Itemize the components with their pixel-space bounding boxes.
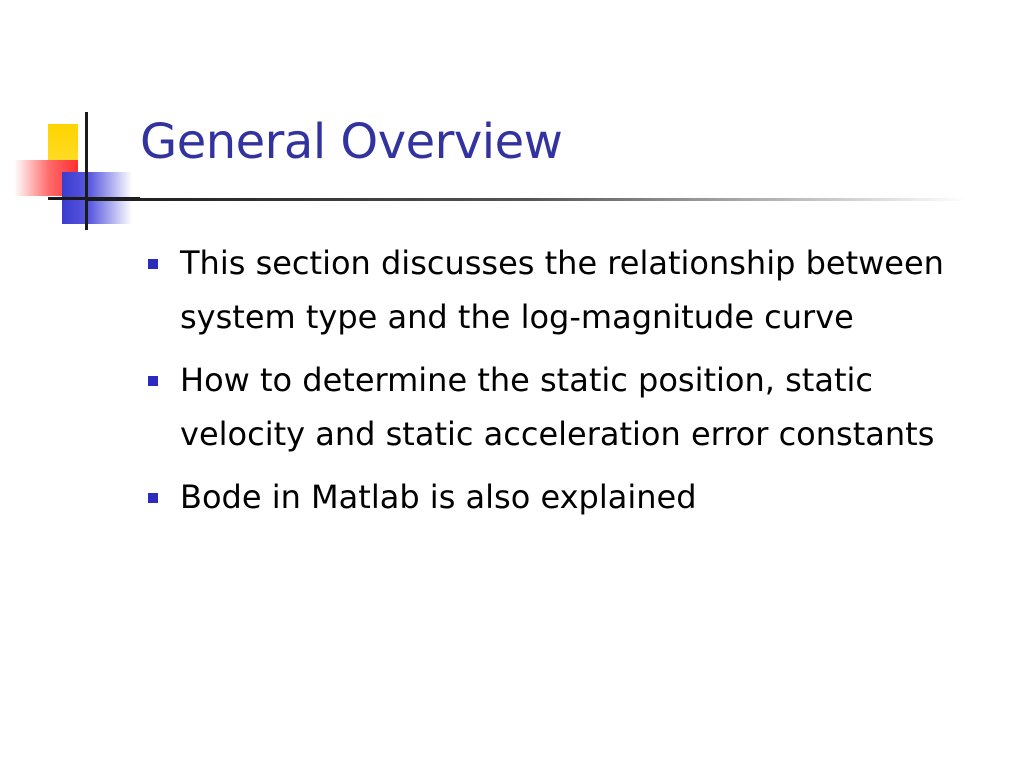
bullet-item bbox=[140, 236, 980, 344]
square-bullet-icon bbox=[148, 493, 158, 503]
bullet-item bbox=[140, 353, 980, 461]
bullet-text: Bode in Matlab is also explained bbox=[180, 478, 697, 516]
vertical-line-decoration bbox=[85, 112, 88, 230]
title-underline bbox=[88, 198, 968, 201]
slide-title: General Overview bbox=[140, 114, 563, 170]
bullet-list bbox=[140, 236, 980, 533]
square-bullet-icon bbox=[148, 376, 158, 386]
bullet-text: This section discusses the relationship between system type and the log-magnitude curve bbox=[180, 244, 944, 336]
bullet-text: How to determine the static position, static velocity and static acceleration error constants bbox=[180, 361, 935, 453]
corner-logo-decoration bbox=[0, 0, 140, 230]
square-bullet-icon bbox=[148, 259, 158, 269]
bullet-item bbox=[140, 470, 980, 524]
